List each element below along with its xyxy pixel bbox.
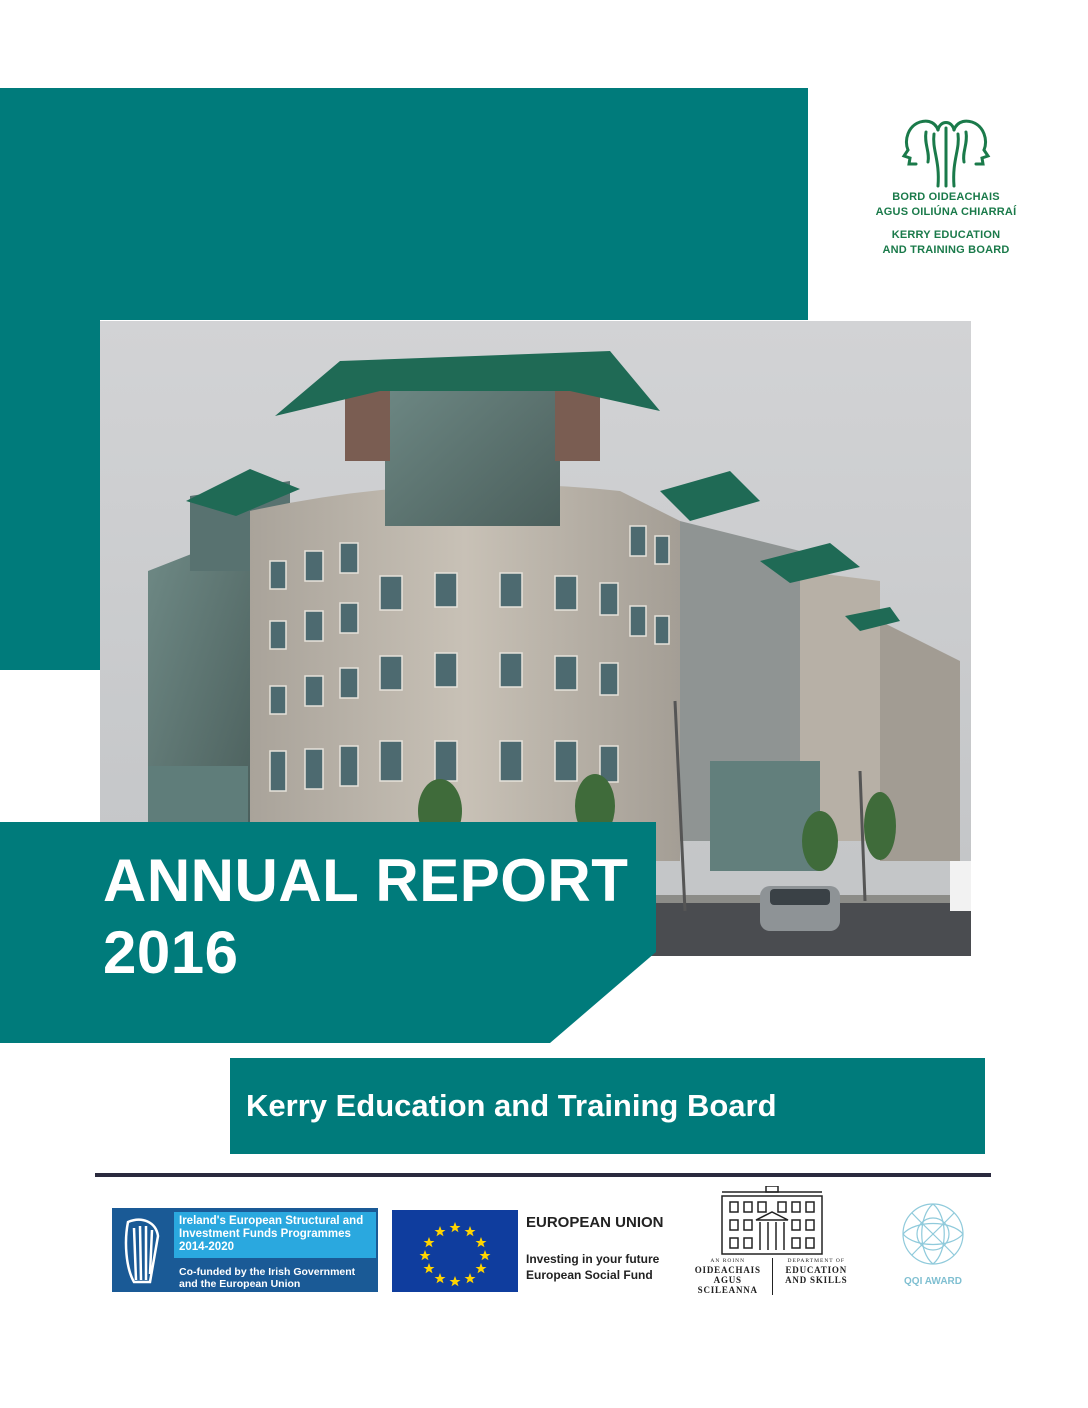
qqi-award-logo (888, 1196, 978, 1296)
department-irish-small: AN ROINN (710, 1258, 746, 1264)
org-name-irish-line1: BORD OIDEACHAIS (892, 191, 1000, 203)
report-title-year: 2016 (103, 919, 239, 986)
esif-line4: Co-funded by the Irish Government (179, 1266, 356, 1278)
subtitle-text: Kerry Education and Training Board (246, 1088, 777, 1123)
department-english (773, 1258, 861, 1295)
eu-subtitle (526, 1251, 676, 1283)
department-logo (684, 1186, 860, 1295)
report-title (103, 845, 628, 989)
esif-line5: and the European Union (179, 1278, 301, 1290)
irish-harp-icon (112, 1208, 172, 1292)
eu-stars (392, 1210, 518, 1292)
department-irish (684, 1258, 773, 1295)
esif-title (174, 1212, 376, 1258)
esif-logo (112, 1208, 378, 1292)
department-irish-line2: AGUS SCILEANNA (697, 1275, 758, 1295)
org-name-english (846, 228, 1046, 258)
department-irish-line1: OIDEACHAIS (694, 1265, 761, 1275)
esif-line1: Ireland's European Structural and (179, 1215, 364, 1227)
heads-tree-logo-icon (896, 110, 996, 190)
government-building-icon (684, 1186, 860, 1256)
eu-line1: Investing in your future (526, 1252, 660, 1266)
esif-line3: 2014-2020 (179, 1241, 234, 1253)
eu-text (526, 1214, 676, 1283)
esif-cofunded (174, 1264, 376, 1290)
eu-title: EUROPEAN UNION (526, 1214, 664, 1231)
subtitle-box (230, 1058, 985, 1154)
teal-header-block (0, 88, 808, 320)
qqi-award-icon (888, 1196, 978, 1276)
org-name-irish-line2: AGUS OILIÚNA CHIARRAÍ (875, 206, 1017, 218)
teal-side-block (0, 320, 100, 670)
department-english-line1: EDUCATION (785, 1265, 848, 1275)
department-names (684, 1258, 860, 1295)
department-english-small: DEPARTMENT OF (787, 1258, 845, 1264)
qqi-award-label: QQI AWARD (904, 1276, 962, 1287)
report-title-line1: ANNUAL REPORT (103, 847, 629, 914)
org-name-english-line2: AND TRAINING BOARD (882, 244, 1010, 256)
org-name-english-line1: KERRY EDUCATION (891, 229, 1001, 241)
divider-rule (95, 1173, 991, 1177)
org-name-irish (846, 190, 1046, 220)
esif-line2: Investment Funds Programmes (179, 1228, 351, 1240)
org-logo (846, 110, 1046, 258)
eu-line2: European Social Fund (526, 1268, 653, 1282)
department-english-line2: AND SKILLS (785, 1275, 848, 1285)
eu-flag-icon (392, 1210, 518, 1292)
